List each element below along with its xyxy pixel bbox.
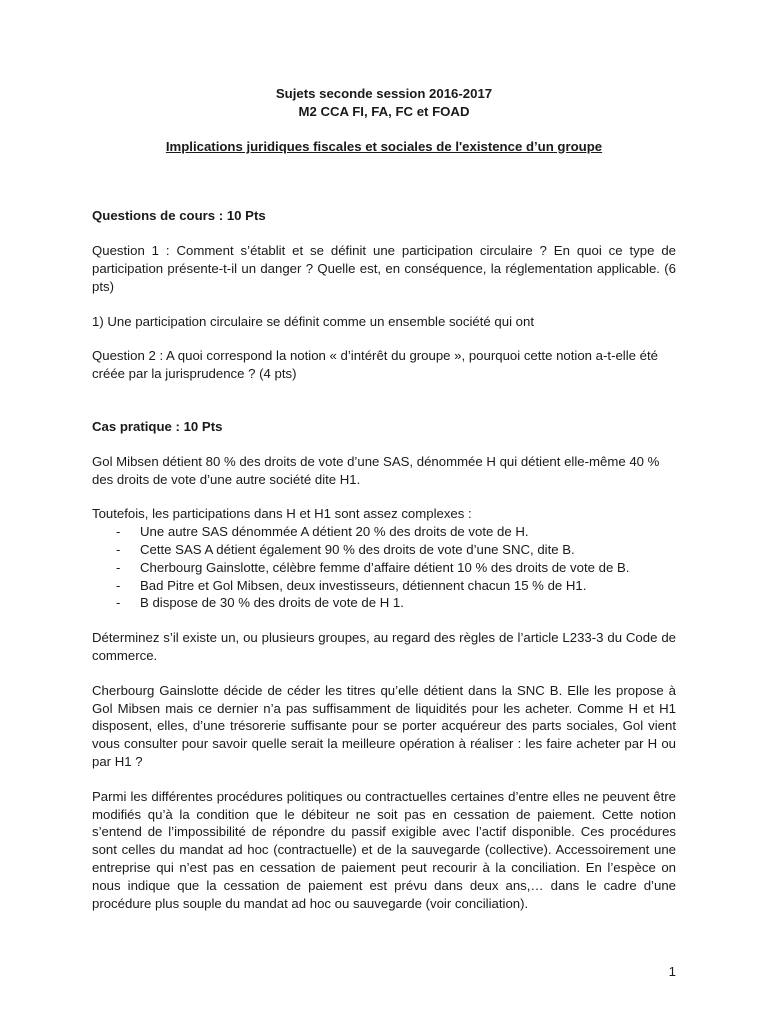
list-item: - Une autre SAS dénommée A détient 20 % des droits de vote de H. — [116, 524, 529, 540]
case-heading: Cas pratique : 10 Pts — [92, 418, 223, 434]
list-item: - Bad Pitre et Gol Mibsen, deux investisseurs, détiennent chacun 15 % de H1. — [116, 577, 587, 593]
dash-bullet: - — [116, 559, 121, 575]
case-paragraph-5: Parmi les différentes procédures politiques ou contractuelles certaines d’entre elles ne peuvent être modifiés qu’à la condition que le débiteur ne soit pas en cessation de paiement. Cette notion s’entend de l’impossibilité de répondre du passif exigible avec l’actif disponible. Ces procédures sont celles du mandat ad hoc (contractuelle) et de la sauvegarde (collective). Accessoirement une entreprise qui n’est pas en cessation de paiement peut recourir à la conciliation. En l’espèce on nous indique que la cessation de paiement est prévu dans deux ans,… dans le cadre d’une procédure plus souple du mandat ad hoc ou sauvegarde (voir conciliation). — [92, 788, 676, 911]
case-paragraph-3: Déterminez s’il existe un, ou plusieurs groupes, au regard des règles de l’article L233-3 du Code de commerce. — [92, 630, 676, 663]
document-body — [92, 85, 676, 912]
case-paragraph-4: Cherbourg Gainslotte décide de céder les titres qu’elle détient dans la SNC B. Elle les propose à Gol Mibsen mais ce dernier n’a pas suffisamment de liquidités pour les acheter. Comme H et H1 disposent, elles, d’une trésorerie suffisante pour se porter acquéreur des parts sociales, Gol vient vous consulter pour savoir quelle serait la meilleure opération à réaliser : les faire acheter par H ou par H1 ? — [92, 682, 676, 769]
dash-bullet: - — [116, 577, 121, 593]
case-paragraph-1: Gol Mibsen détient 80 % des droits de vote d’une SAS, dénommée H qui détient elle-même 40 % des droits de vote d’une autre société dite H1. — [92, 453, 660, 487]
question-2: Question 2 : A quoi correspond la notion « d’intérêt du groupe », pourquoi cette notion a-t-elle été créée par la jurisprudence ? (4 pts) — [92, 348, 658, 382]
dash-bullet: - — [116, 524, 121, 540]
list-item: - Cette SAS A détient également 90 % des droits de vote d’une SNC, dite B. — [116, 541, 575, 557]
question-1: Question 1 : Comment s’établit et se définit une participation circulaire ? En quoi ce type de participation présente-t-il un danger ? Quelle est, en conséquence, la réglementation applicable. (6 pts) — [92, 243, 676, 294]
session-title: Sujets seconde session 2016-2017 — [275, 86, 493, 101]
list-item: - Cherbourg Gainslotte, célèbre femme d’affaire détient 10 % des droits de vote de B. — [116, 559, 630, 575]
course-heading: Questions de cours : 10 Pts — [92, 208, 266, 224]
subject-title: Implications juridiques fiscales et sociales de l'existence d’un groupe — [165, 138, 603, 154]
dash-bullet: - — [116, 595, 121, 611]
answer-1: 1) Une participation circulaire se définit comme un ensemble société qui ont — [92, 313, 535, 329]
program-title: M2 CCA FI, FA, FC et FOAD — [298, 103, 470, 119]
page-number: 1 — [668, 964, 676, 979]
list-item: - B dispose de 30 % des droits de vote de H 1. — [116, 595, 404, 611]
case-list-intro: Toutefois, les participations dans H et H1 sont assez complexes : — [92, 506, 472, 522]
dash-bullet: - — [116, 541, 121, 557]
participation-list — [92, 523, 676, 612]
